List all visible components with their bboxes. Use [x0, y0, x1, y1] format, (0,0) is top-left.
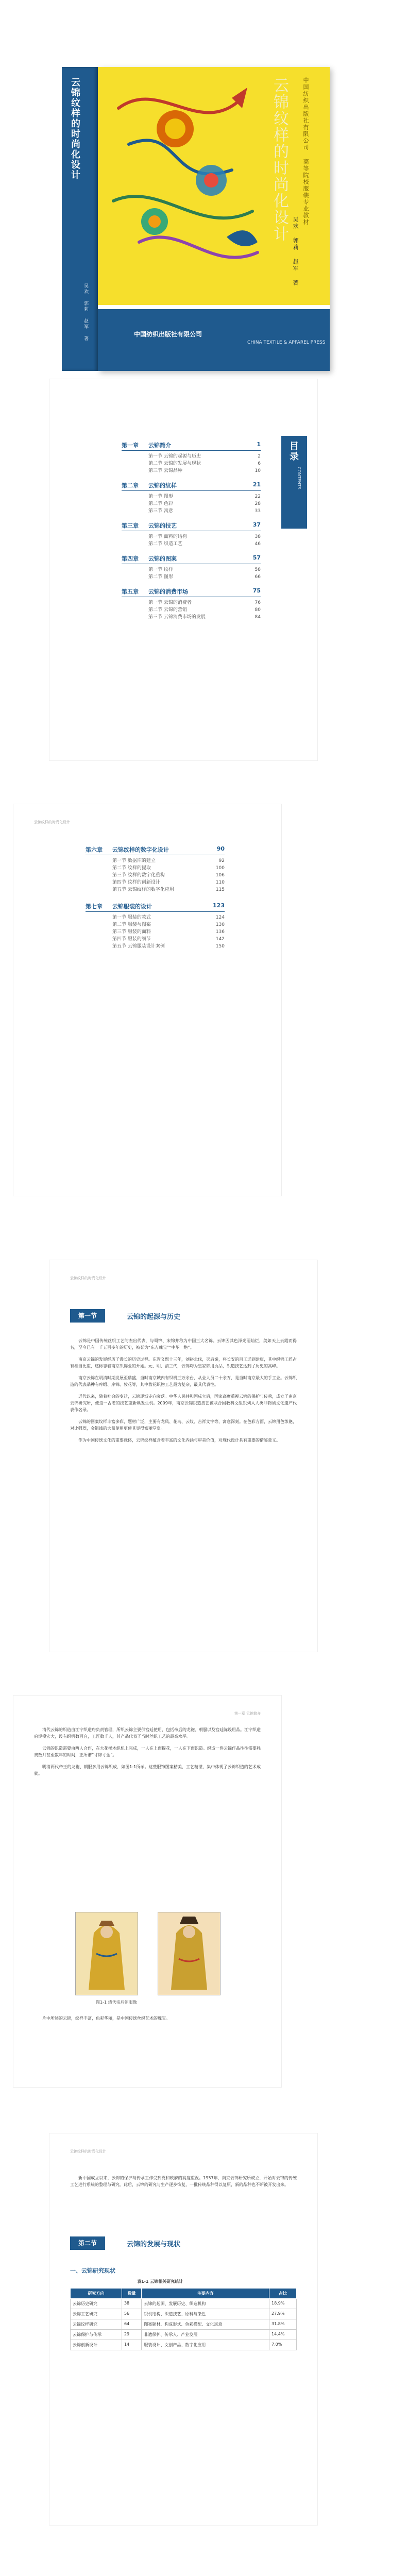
toc-section-row	[122, 500, 261, 507]
publisher-name: 中国纺织出版社有限公司	[134, 331, 202, 338]
toc-section-page: 110	[215, 880, 225, 885]
toc-chapter-page: 37	[252, 521, 261, 528]
toc-section-row	[122, 533, 261, 540]
cover-stripe	[98, 305, 330, 309]
toc-heading	[281, 436, 307, 529]
toc-section-page: 115	[215, 887, 225, 892]
toc-section-title: 第五节 云锦服装设计案例	[112, 944, 165, 949]
table-cell: 云锦创新设计	[71, 2340, 122, 2350]
table-header-row	[71, 2289, 297, 2299]
toc-section-page: 136	[215, 929, 225, 935]
toc-section-title: 第一节 图形	[148, 494, 173, 499]
toc-section-page: 6	[258, 461, 261, 466]
toc-section-row	[122, 493, 261, 500]
table-cell: 38	[122, 2299, 141, 2309]
table-header-cell: 主要内容	[142, 2289, 269, 2299]
toc-label: 目录	[288, 441, 299, 462]
cover-series: 中国纺织出版社有限公司 高等院校服装专业教材	[302, 77, 309, 226]
toc-section-page: 84	[255, 615, 261, 620]
table-page	[49, 2133, 318, 2526]
toc-section-row	[122, 614, 261, 621]
toc-chapter-number: 第二章	[122, 482, 139, 489]
toc-section-page: 58	[255, 567, 261, 572]
toc-section-title: 第二节 服装与图案	[112, 922, 151, 927]
toc-section-page: 106	[215, 873, 225, 878]
emperor-portrait-image	[75, 1912, 138, 1995]
toc-chapter-row	[122, 441, 261, 451]
toc-section-title: 第一节 数据库的建立	[112, 858, 156, 863]
toc-section-page: 33	[255, 509, 261, 514]
toc-section-row	[86, 879, 225, 886]
toc-chapter-row	[86, 902, 225, 912]
table-header-cell: 研究方向	[71, 2289, 122, 2299]
toc-chapter-number: 第六章	[86, 846, 103, 853]
table-row	[71, 2309, 297, 2319]
toc-chapter-number: 第七章	[86, 903, 103, 910]
toc-section-page: 38	[255, 534, 261, 539]
toc-section-title: 第二节 色彩	[148, 501, 173, 506]
table-row	[71, 2340, 297, 2350]
toc-chapter-page: 57	[252, 554, 261, 561]
body-paragraph: 明清两代帝王的龙袍、朝服多用云锦织成，如图1-1所示。这些服饰图案精美，工艺精湛，集中体现了云锦织造的艺术成就。	[34, 1765, 261, 1776]
table-row	[71, 2330, 297, 2340]
toc-section-page: 22	[255, 494, 261, 499]
toc-section-row	[86, 928, 225, 936]
table-cell: 14.4%	[269, 2330, 297, 2340]
toc-chapter-title: 云锦的纹样	[148, 482, 177, 489]
body-paragraph: 南京云锦在明清时期发展至鼎盛，当时南京城内有织机三万余台，从业人员二十余万，是当时南京最大的手工业。云锦织造的代表品种有库缎、库锦、妆花等，其中妆花织物工艺最为复杂，最具代表性。	[70, 1376, 297, 1387]
cover-authors: 吴欢 郭莉 赵军 著	[292, 216, 299, 286]
toc-section-page: 66	[255, 574, 261, 580]
toc-section-row	[86, 865, 225, 872]
table-cell: 18.9%	[269, 2299, 297, 2309]
front-cover	[98, 67, 330, 371]
toc-chapter-block	[86, 845, 225, 893]
toc-section-title: 第四节 纹样的创新设计	[112, 880, 160, 885]
table-cell: 云锦纹样研究	[71, 2319, 122, 2330]
chapter-page	[49, 1260, 318, 1652]
toc-section-page: 2	[258, 454, 261, 459]
table-cell: 云锦工艺研究	[71, 2309, 122, 2319]
running-head: 第一章 云锦简介	[234, 1711, 261, 1716]
table-header-cell: 数量	[122, 2289, 141, 2299]
toc-section-row	[86, 936, 225, 943]
toc-section-page: 76	[255, 600, 261, 605]
toc-page-2	[13, 804, 282, 1196]
toc-chapter-page: 1	[257, 441, 261, 448]
toc-section-title: 第三节 云锦消费市场的发展	[148, 615, 206, 620]
table-cell: 云锦保护与传承	[71, 2330, 122, 2340]
toc-section-title: 第三节 云锦品种	[148, 468, 182, 473]
toc-chapter-block	[122, 481, 261, 515]
section-tag: 第一节	[70, 1309, 105, 1323]
table-cell: 7.0%	[269, 2340, 297, 2350]
toc-chapter-page: 123	[213, 902, 225, 909]
toc-section-row	[122, 453, 261, 460]
toc-chapter-number: 第五章	[122, 588, 139, 595]
table-row	[71, 2299, 297, 2309]
toc-section-row	[122, 467, 261, 474]
toc-section-title: 第二节 云锦的营销	[148, 607, 187, 613]
toc-section-title: 第二节 云锦的发展与现状	[148, 461, 201, 466]
table-row	[71, 2319, 297, 2330]
toc-section-page: 124	[215, 915, 225, 920]
section-title: 云锦的发展与现状	[127, 2241, 181, 2248]
toc-section-title: 第三节 服装的面料	[112, 929, 151, 935]
toc-section-title: 第一节 面料的结构	[148, 534, 187, 539]
table-cell: 56	[122, 2309, 141, 2319]
table-cell: 31.8%	[269, 2319, 297, 2330]
table-cell: 云锦历史研究	[71, 2299, 122, 2309]
toc-chapter-title: 云锦简介	[148, 442, 171, 449]
toc-chapter-page: 90	[216, 845, 225, 852]
toc-chapter-row	[122, 587, 261, 597]
toc-section-title: 第一节 服装的款式	[112, 915, 151, 920]
cover-bottom-band	[98, 309, 330, 371]
toc-section-title: 第五节 云锦纹样的数字化应用	[112, 887, 174, 892]
toc-section-page: 100	[215, 866, 225, 871]
body-paragraph: 近代以来，随着社会的变迁，云锦逐渐走向衰落。中华人民共和国成立后，国家高度重视云锦的保护与传承，成立了南京云锦研究所，使这一古老的技艺重新焕发生机。2009年，南京云锦织造技艺被联合国教科文组织列入人类非物质文化遗产代表作名录。	[70, 1394, 297, 1412]
running-head: 云锦纹样的时尚化设计	[34, 820, 70, 824]
toc-section-title: 第三节 纹样的数字化重构	[112, 873, 165, 878]
toc-chapter-block	[122, 587, 261, 621]
toc-section-title: 第一节 云锦的消费者	[148, 600, 192, 605]
toc-section-row	[86, 872, 225, 879]
toc-section-row	[122, 460, 261, 467]
book-cover	[62, 67, 330, 371]
toc-page-1	[49, 379, 318, 761]
toc-chapter-number: 第一章	[122, 442, 139, 449]
toc-chapter-number: 第四章	[122, 555, 139, 562]
table-cell: 29	[122, 2330, 141, 2340]
toc-chapter-title: 云锦的图案	[148, 555, 177, 562]
toc-section-title: 第一节 纹样	[148, 567, 173, 572]
toc-chapter-block	[86, 902, 225, 950]
research-table	[70, 2288, 297, 2350]
toc-section-row	[86, 943, 225, 950]
toc-chapter-block	[122, 441, 261, 474]
toc-chapter-row	[86, 845, 225, 855]
table-cell: 织机结构、织造技艺、原料与染色	[142, 2309, 269, 2319]
section-title: 云锦的起源与历史	[127, 1313, 181, 1321]
running-head: 云锦纹样的时尚化设计	[70, 1276, 106, 1280]
table-body	[71, 2299, 297, 2350]
toc-section-page: 28	[255, 501, 261, 506]
intro-paragraph: 新中国成立以来，云锦的保护与传承工作受到党和政府的高度重视。1957年，南京云锦研究所成立，开始对云锦的传统工艺进行系统的整理与研究。此后，云锦的研究与生产逐步恢复，一批传统品种得以复原，新的品种也不断被开发出来。	[70, 2176, 297, 2187]
toc-chapter-title: 云锦的技艺	[148, 522, 177, 529]
table-cell: 非遗保护、传承人、产业发展	[142, 2330, 269, 2340]
toc-section-page: 150	[215, 944, 225, 949]
table-cell: 64	[122, 2319, 141, 2330]
table-cell: 图案题材、构成形式、色彩搭配、文化寓意	[142, 2319, 269, 2330]
toc-label-en: CONTENTS	[297, 467, 301, 489]
spine-title: 云锦纹样的时尚化设计	[70, 77, 80, 180]
toc-section-page: 92	[218, 858, 225, 863]
table-title: 表1-1 云锦相关研究统计	[137, 2279, 183, 2284]
toc-section-row	[122, 507, 261, 515]
body-paragraph: 作为中国传统文化的重要载体，云锦纹样蕴含着丰富的文化内涵与审美价值，对现代设计具有重要的借鉴意义。	[78, 1438, 280, 1443]
toc-chapter-block	[122, 521, 261, 548]
subsection-heading: 一、云锦研究现状	[70, 2267, 115, 2274]
body-paragraph: 清代云锦的织造由江宁织造府负责管理，所织云锦主要供宫廷使用，包括帝后的龙袍、朝服以及宫廷陈设用品。江宁织造府规模宏大，设有织机数百台，工匠数千人，其产品代表了当时丝织工艺的最高水平。	[34, 1727, 261, 1739]
body-paragraph: 云锦的织造需要由两人合作，在大花楼木织机上完成，一人在上面提花，一人在下面织造。织造一件云锦作品往往需要耗费数月甚至数年的时间，正所谓“寸锦寸金”。	[34, 1746, 261, 1757]
body-paragraph: 云锦的图案纹样丰富多彩，题材广泛，主要有龙凤、花鸟、云纹、吉祥文字等，寓意深刻。在色彩方面，云锦用色浓艳，对比强烈，金银线的大量使用更使其显得富丽堂皇。	[70, 1419, 297, 1431]
toc-section-page: 130	[215, 922, 225, 927]
toc-chapter-number: 第三章	[122, 522, 139, 529]
toc-section-row	[122, 573, 261, 581]
table-cell: 14	[122, 2340, 141, 2350]
body-paragraph: 南京云锦的发展经历了漫长的历史过程。东晋义熙十三年，刘裕北伐，灭后秦，将长安的百工迁到建康，其中织锦工匠占有相当比重，这标志着南京织锦业的开始。元、明、清三代，云锦均为皇家御用贡品，织造技艺达到了历史的高峰。	[70, 1357, 297, 1368]
cover-title: 云锦纹样的时尚化设计	[270, 77, 289, 242]
toc-section-row	[86, 857, 225, 865]
toc-section-row	[86, 886, 225, 893]
toc-section-title: 第二节 织造工艺	[148, 541, 182, 547]
toc-chapter-block	[122, 554, 261, 581]
toc-section-page: 10	[255, 468, 261, 473]
toc-chapter-row	[122, 554, 261, 564]
toc-section-row	[122, 606, 261, 614]
table-header-cell: 占比	[269, 2289, 297, 2299]
toc-section-title: 第三节 寓意	[148, 509, 173, 514]
table-cell: 27.9%	[269, 2309, 297, 2319]
toc-chapter-page: 75	[252, 587, 261, 594]
toc-chapter-row	[122, 521, 261, 531]
empress-portrait-image	[158, 1912, 221, 1995]
portrait-footer-text: 片中所述的云锦，纹样丰富，色彩华丽，是中国传统丝织艺术的瑰宝。	[42, 2016, 170, 2021]
toc-section-page: 142	[215, 937, 225, 942]
toc-section-row	[122, 540, 261, 548]
spine-authors: 吴欢 郭莉 赵军 著	[83, 283, 88, 342]
toc-section-row	[86, 921, 225, 928]
toc-section-row	[122, 599, 261, 606]
portrait-page	[13, 1695, 282, 2088]
toc-section-title: 第一节 云锦的起源与历史	[148, 454, 201, 459]
toc-section-row	[86, 914, 225, 921]
publisher-code: CHINA TEXTILE & APPAREL PRESS	[247, 340, 326, 345]
toc-chapter-title: 云锦的消费市场	[148, 588, 188, 595]
figure-caption: 图1-1 清代帝后朝服像	[96, 2000, 137, 2005]
toc-section-title: 第二节 图形	[148, 574, 173, 580]
book-spine	[62, 67, 98, 371]
running-head: 云锦纹样的时尚化设计	[70, 2149, 106, 2154]
toc-chapter-page: 21	[252, 481, 261, 488]
toc-section-row	[122, 566, 261, 573]
toc-chapter-title: 云锦服装的设计	[112, 903, 152, 910]
table-cell: 云锦的起源、发展历史、织造机构	[142, 2299, 269, 2309]
toc-chapter-row	[122, 481, 261, 491]
toc-section-page: 80	[255, 607, 261, 613]
body-paragraph: 云锦是中国传统丝织工艺的杰出代表，与蜀锦、宋锦并称为中国三大名锦。云锦因其色泽光丽灿烂，美如天上云霞而得名，至今已有一千五百多年的历史，被誉为“东方瑰宝”“中华一绝”。	[70, 1338, 297, 1350]
toc-section-title: 第二节 纹样的提取	[112, 866, 151, 871]
section-tag: 第二节	[70, 2236, 105, 2250]
toc-section-page: 46	[255, 541, 261, 547]
table-cell: 服装设计、文创产品、数字化应用	[142, 2340, 269, 2350]
toc-chapter-title: 云锦纹样的数字化设计	[112, 846, 169, 853]
toc-section-title: 第四节 服装的细节	[112, 937, 151, 942]
